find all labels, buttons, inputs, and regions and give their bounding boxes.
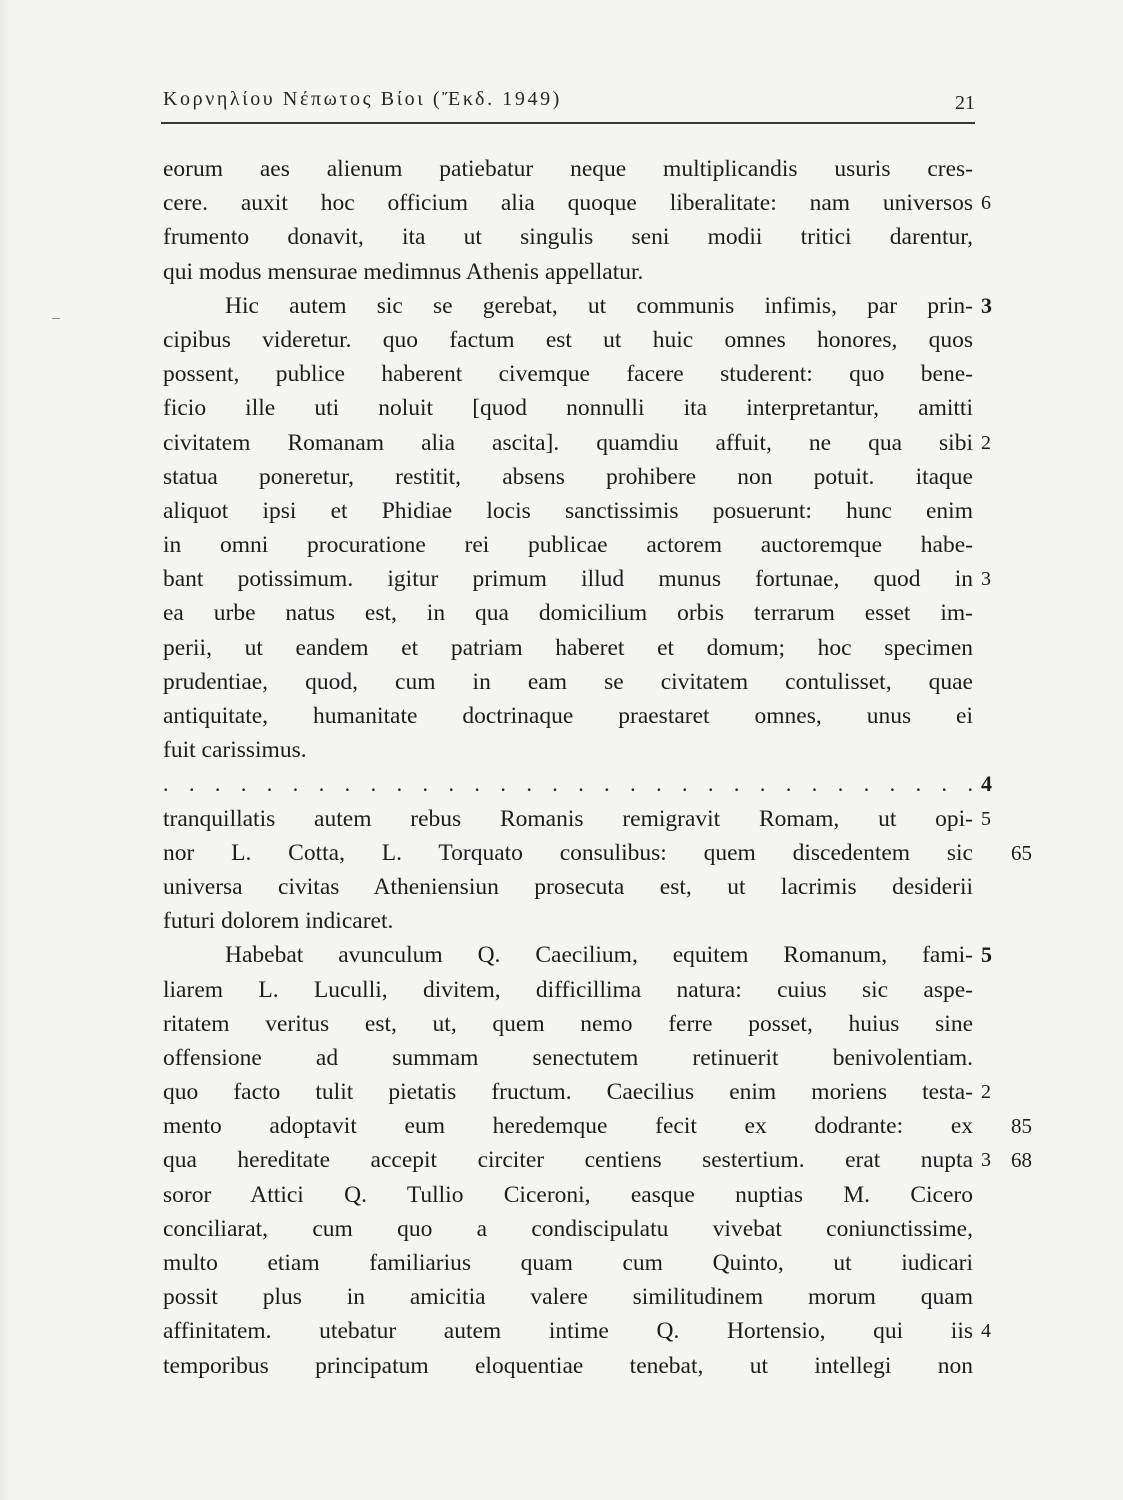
text-line [163,1314,991,1348]
line-text: affinitatem. utebatur autem intime Q. Hortensio, qui iis [163,1318,973,1345]
section-number: 5 [981,807,991,830]
line-text: civitatem Romanam alia ascita]. quamdiu affuit, ne qua sibi [163,429,973,456]
text-line [163,904,973,938]
line-text: antiquitate, humanitate doctrinaque praestaret omnes, unus ei [163,703,973,729]
line-text: . . . . . . . . . . . . . . . . . . . . . . . . . . . . . . . . [163,771,973,797]
chapter-number: 5 [981,942,992,968]
line-text: fuit carissimus. [163,737,307,764]
text-line [163,562,991,596]
line-text: offensione ad summam senectutem retinuerit benivolentiam. [163,1044,973,1071]
line-text: perii, ut eandem et patriam haberet et domum; hoc specimen [163,634,973,661]
line-text: ficio ille uti noluit [quod nonnulli ita interpretantur, amitti [163,395,973,422]
line-text: possent, publice haberent civemque facere studerent: quo bene- [163,361,973,388]
text-line [163,596,973,630]
text-line [163,1143,1032,1177]
line-text: qua hereditate accepit circiter centiens sestertium. erat nupta [163,1147,973,1174]
margin-mark [52,318,60,319]
text-line [163,733,973,767]
line-text: possit plus in amicitia valere similitudinem morum quam [163,1284,973,1311]
line-text: cipibus videretur. quo factum est ut huic omnes honores, quos [163,326,973,353]
line-text: prudentiae, quod, cum in eam se civitatem contulisset, quae [163,668,973,695]
line-text: quo facto tulit pietatis fructum. Caecilius enim moriens testa- [163,1079,973,1106]
text-line [163,186,991,220]
text-line [163,152,973,186]
line-text: conciliarat, cum quo a condiscipulatu vivebat coniunctissime, [163,1215,973,1242]
section-number: 2 [981,431,991,454]
section-number: 3 [981,568,991,591]
line-text: Habebat avunculum Q. Caecilium, equitem Romanum, fami- [225,942,973,969]
text-line [163,870,973,904]
text-line [163,220,973,254]
text-line [163,665,973,699]
text-line [163,426,991,460]
line-text: bant potissimum. igitur primum illud munus fortunae, quod in [163,566,973,593]
text-line [163,289,992,323]
line-text: ritatem veritus est, ut, quem nemo ferre posset, huius sine [163,1010,973,1037]
section-number: 3 [981,1149,991,1172]
margin-line-number: 68 [1011,1148,1032,1173]
line-text: ea urbe natus est, in qua domicilium orbis terrarum esset im- [163,600,973,627]
text-line [163,699,973,733]
line-text: futuri dolorem indicaret. [163,908,394,935]
line-text: mento adoptavit eum heredemque fecit ex dodrante: ex [163,1113,973,1140]
text-line [163,357,973,391]
text-line [163,460,973,494]
line-text: qui modus mensurae medimnus Athenis appellatur. [163,258,644,285]
text-line [163,1041,973,1075]
page-number: 21 [955,92,975,114]
text-line [163,323,973,357]
section-number: 2 [981,1081,991,1104]
text-line [163,1075,991,1109]
line-text: temporibus principatum eloquentiae tenebat, ut intellegi non [163,1352,973,1379]
text-line [163,255,973,289]
section-number: 4 [981,1320,991,1343]
text-line [163,494,973,528]
latin-text-body [163,152,1032,1383]
line-text: cere. auxit hoc officium alia quoque liberalitate: nam universos [163,190,973,217]
text-line [163,938,992,972]
omission-dots-line [163,767,992,801]
text-line [163,1246,973,1280]
chapter-number: 3 [981,292,992,318]
line-text: nor L. Cotta, L. Torquato consulibus: quem discedentem sic [163,839,973,866]
page-edge-shadow [0,0,10,1500]
section-number: 6 [981,192,991,215]
text-line [163,1109,1032,1143]
line-text: tranquillatis autem rebus Romanis remigravit Romam, ut opi- [163,805,973,832]
line-text: frumento donavit, ita ut singulis seni modii tritici darentur, [163,224,973,251]
chapter-number: 4 [981,771,992,797]
text-line [163,1007,973,1041]
text-line [163,802,991,836]
line-text: liarem L. Luculli, divitem, difficillima natura: cuius sic aspe- [163,976,973,1003]
text-line [163,631,973,665]
running-head [163,88,975,118]
margin-line-number: 85 [1011,1114,1032,1139]
text-line [163,1280,973,1314]
line-text: aliquot ipsi et Phidiae locis sanctissimis posuerunt: hunc enim [163,497,973,524]
line-text: Hic autem sic se gerebat, ut communis infimis, par prin- [225,292,973,319]
line-text: in omni procuratione rei publicae actorem auctoremque habe- [163,532,973,559]
text-line [163,1178,973,1212]
text-line [163,973,973,1007]
text-line [163,528,973,562]
text-line [163,836,1032,870]
line-text: soror Attici Q. Tullio Ciceroni, easque nuptias M. Cicero [163,1181,973,1208]
running-head-title: Κορνηλίου Νέπωτος Βίοι (Ἔκδ. 1949) [163,88,562,110]
text-line [163,1349,973,1383]
line-text: statua poneretur, restitit, absens prohibere non potuit. itaque [163,463,973,490]
line-text: multo etiam familiarius quam cum Quinto, ut iudicari [163,1250,973,1276]
header-rule [161,122,975,124]
line-text: universa civitas Atheniensiun prosecuta est, ut lacrimis desiderii [163,873,973,900]
text-line [163,1212,973,1246]
line-text: eorum aes alienum patiebatur neque multiplicandis usuris cres- [163,156,973,182]
margin-line-number: 65 [1011,840,1032,865]
text-line [163,391,973,425]
